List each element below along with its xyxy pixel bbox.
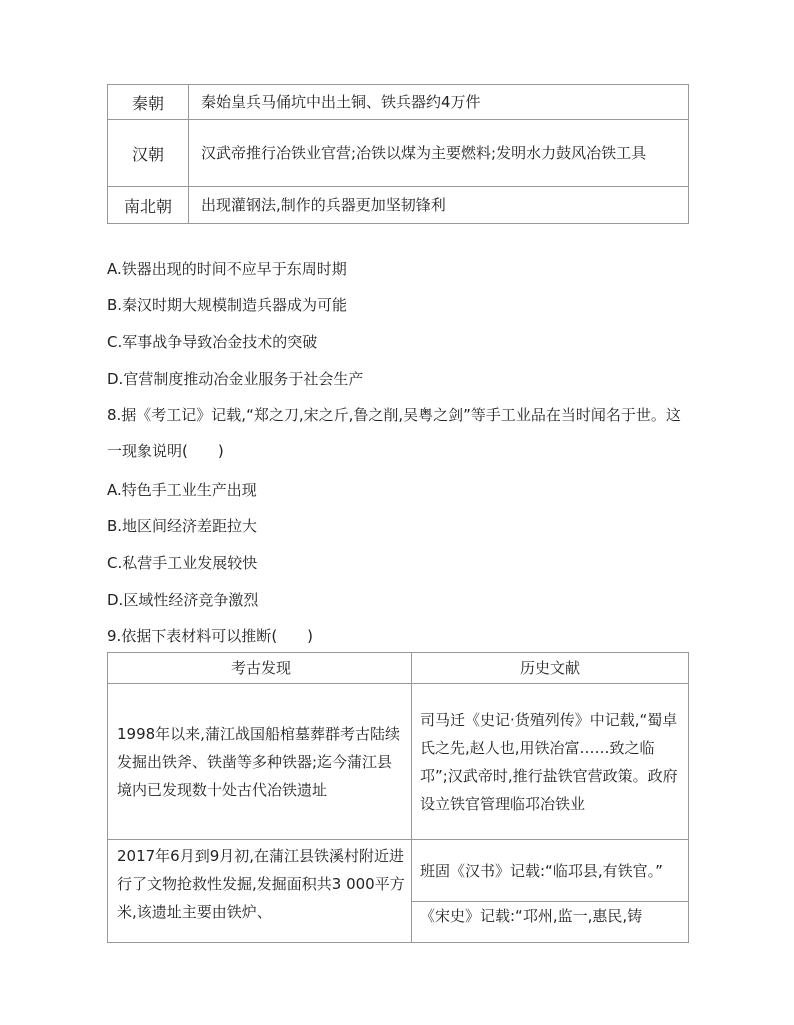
archaeology-text: 2017年6月到9月初,在蒲江县铁溪村附近进行了文物抢救性发掘,发掘面积共3 000平方米,该遗址主要由铁炉、: [117, 847, 405, 921]
q8-option-c: C.私营手工业发展较快: [107, 554, 258, 572]
q9-stem: 9.依据下表材料可以推断( ): [107, 627, 314, 645]
table-row: [108, 684, 689, 840]
q7-option-b: B.秦汉时期大规模制造兵器成为可能: [107, 296, 348, 314]
literature-text: 《宋史》记载:“邛州,监一,惠民,铸: [420, 907, 643, 925]
archaeology-literature-table: [107, 652, 689, 943]
q8-option-b: B.地区间经济差距拉大: [107, 517, 258, 535]
desc-cell: 出现灌钢法,制作的兵器更加坚韧锋利: [189, 187, 689, 224]
q8-option-d: D.区域性经济竞争激烈: [107, 591, 259, 609]
q7-option-c: C.军事战争导致冶金技术的突破: [107, 333, 318, 351]
table-row: [108, 120, 689, 187]
desc-cell: 汉武帝推行冶铁业官营;冶铁以煤为主要燃料;发明水力鼓风冶铁工具: [189, 120, 689, 187]
desc-cell: 秦始皇兵马俑坑中出土铜、铁兵器约4万件: [189, 85, 689, 120]
era-cell: 秦朝: [108, 85, 189, 120]
q7-option-a: A.铁器出现的时间不应早于东周时期: [107, 260, 347, 278]
table-row: [108, 187, 689, 224]
literature-cell: [412, 902, 689, 943]
table-header-row: [108, 653, 689, 684]
literature-cell: 班固《汉书》记载:“临邛县,有铁官。”: [412, 840, 689, 902]
archaeology-cell: [108, 840, 412, 943]
q7-option-d: D.官营制度推动冶金业服务于社会生产: [107, 370, 364, 388]
era-cell: 汉朝: [108, 120, 189, 187]
literature-cell: 司马迁《史记·货殖列传》中记载,“蜀卓氏之先,赵人也,用铁冶富……致之临邛”;汉武帝时,推行盐铁官营政策。政府设立铁官管理临邛冶铁业: [412, 684, 689, 840]
archaeology-cell: 1998年以来,蒲江战国船棺墓葬群考古陆续发掘出铁斧、铁凿等多种铁器;迄今蒲江县境内已发现数十处古代冶铁遗址: [108, 684, 412, 840]
dynasty-iron-table: [107, 84, 689, 224]
table-row: [108, 840, 689, 902]
header-archaeology: 考古发现: [108, 653, 412, 684]
header-literature: 历史文献: [412, 653, 689, 684]
table-row: [108, 85, 689, 120]
q8-stem: 8.据《考工记》记载,“郑之刀,宋之斤,鲁之削,吴粤之剑”等手工业品在当时闻名于世。这一现象说明( ): [107, 406, 681, 460]
q8-option-a: A.特色手工业生产出现: [107, 481, 257, 499]
era-cell: 南北朝: [108, 187, 189, 224]
